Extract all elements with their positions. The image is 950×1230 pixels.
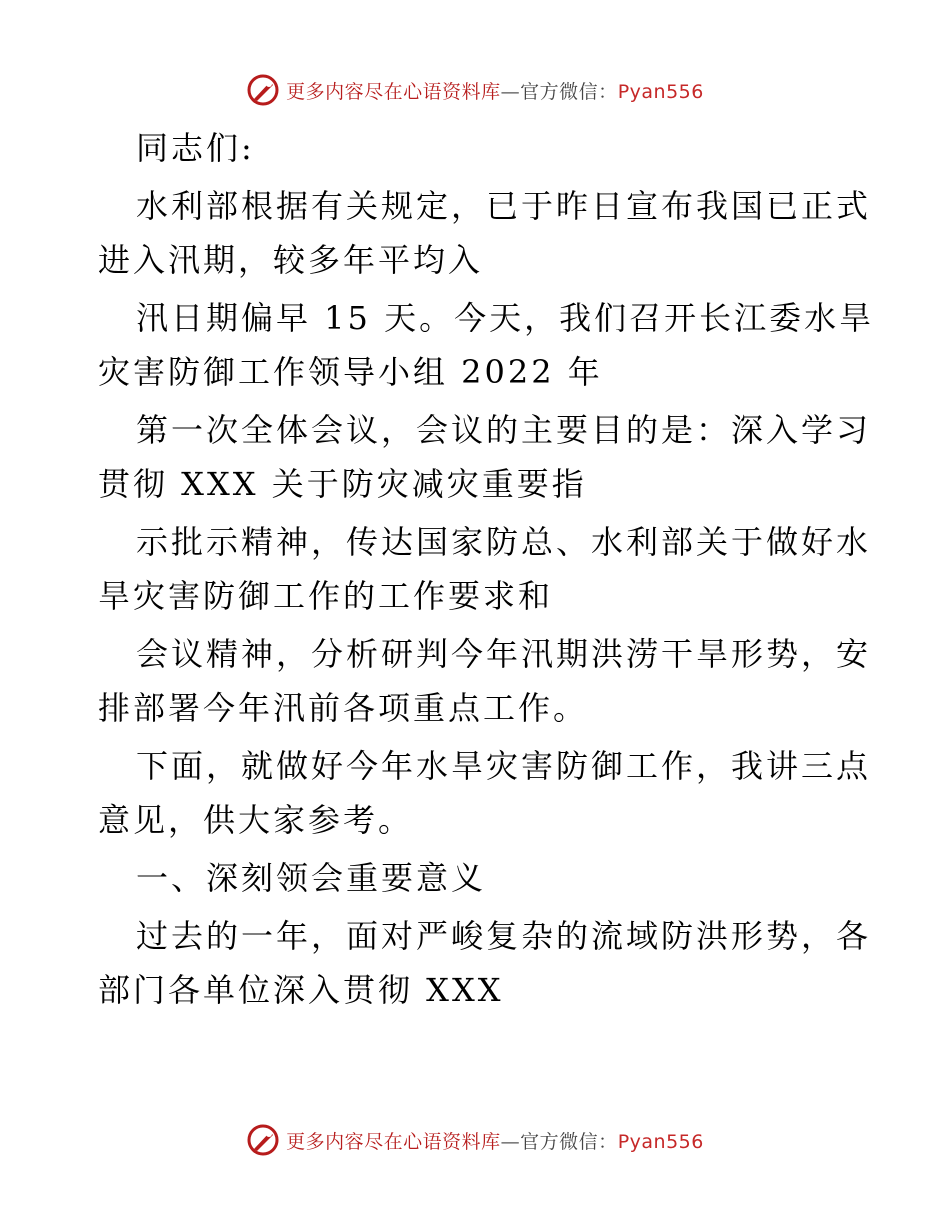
paragraph-1-line-1: 水利部根据有关规定，已于昨日宣布我国已正式 [136,187,872,225]
watermark-label: 官方微信： [520,80,618,103]
paragraph-5-line-2: 排部署今年汛前各项重点工作。 [98,689,589,727]
paragraph-5-line-1: 会议精神，分析研判今年汛期洪涝干旱形势，安 [136,635,872,673]
paragraph-8-line-2: 部门各单位深入贯彻 XXX [98,971,504,1009]
paragraph-3-line-2: 贯彻 XXX 关于防灾减灾重要指 [98,465,587,503]
watermark-label: 官方微信： [520,1130,618,1153]
watermark-account: Pyan556 [617,80,704,103]
section-heading-1: 一、深刻领会重要意义 [136,859,487,897]
paragraph-6-line-2: 意见，供大家参考。 [98,801,414,839]
paragraph-2-line-2: 灾害防御工作领导小组 2022 年 [98,353,603,391]
paragraph-8-line-1: 过去的一年，面对严峻复杂的流域防洪形势，各 [136,917,872,955]
watermark-separator: — [500,1130,521,1153]
paragraph-1-line-2: 进入汛期，较多年平均入 [98,241,484,279]
footer-watermark [0,1120,950,1160]
header-watermark [0,70,950,110]
watermark-brand: 更多内容尽在心语资料库 [286,80,501,103]
paragraph-4-line-2: 旱灾害防御工作的工作要求和 [98,577,554,615]
watermark-separator: — [500,80,521,103]
salutation: 同志们: [136,129,255,167]
paragraph-4-line-1: 示批示精神，传达国家防总、水利部关于做好水 [136,523,872,561]
paragraph-2-line-1: 汛日期偏早 15 天。今天，我们召开长江委水旱 [136,299,875,337]
watermark-account: Pyan556 [617,1130,704,1153]
quill-logo-icon [246,1123,280,1157]
quill-logo-icon [246,73,280,107]
watermark-brand: 更多内容尽在心语资料库 [286,1130,501,1153]
watermark-text [286,77,704,104]
paragraph-3-line-1: 第一次全体会议，会议的主要目的是：深入学习 [136,411,872,449]
watermark-text [286,1127,704,1154]
paragraph-6-line-1: 下面，就做好今年水旱灾害防御工作，我讲三点 [136,747,872,785]
document-body [98,126,875,1012]
